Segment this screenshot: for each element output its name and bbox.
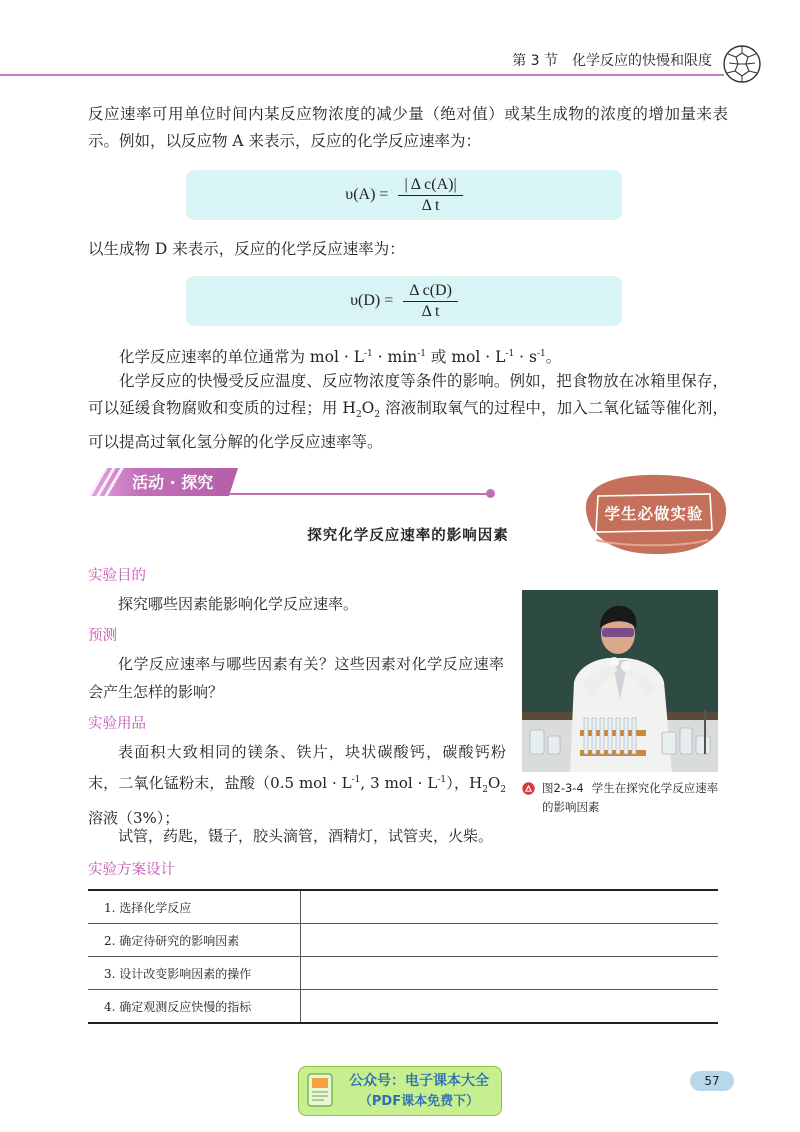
lab-student-photo bbox=[522, 590, 718, 772]
design-heading: 实验方案设计 bbox=[88, 862, 175, 878]
header-rule bbox=[0, 74, 724, 76]
product-paragraph: 以生成物 D 来表示，反应的化学反应速率为： bbox=[88, 240, 405, 258]
figure-caption-text: 学生在探究化学反应速率的影响因素 bbox=[542, 781, 719, 814]
unit-text: 。 bbox=[545, 348, 562, 367]
materials-part: , 3 mol · L bbox=[360, 774, 438, 792]
subscript: 2 bbox=[374, 410, 381, 421]
materials-exponent: -1 bbox=[351, 775, 361, 785]
formula-box-d bbox=[186, 276, 622, 326]
activity-title: 探究化学反应速率的影响因素 bbox=[307, 527, 509, 544]
factor-text: 化学反应的快慢受反应温度、反应物浓度等条件的影响。例如，把食物放在冰箱里保存，可以延缓食物腐败和变质的过程；用 H bbox=[88, 372, 728, 417]
formula-box-a bbox=[186, 170, 622, 220]
figure-triangle-icon bbox=[522, 782, 535, 795]
table-row bbox=[88, 890, 718, 924]
banner-rule bbox=[228, 493, 490, 495]
unit-paragraph bbox=[88, 341, 728, 371]
formula-a-denominator: Δ t bbox=[421, 196, 440, 214]
subscript: 2 bbox=[500, 785, 506, 795]
intro-paragraph: 反应速率可用单位时间内某反应物浓度的减少量（绝对值）或某生成物的浓度的增加量来表示。例如，以反应物 A 来表示，反应的化学反应速率为： bbox=[88, 105, 728, 150]
materials-part: 表面积大致相同的镁条、铁片，块状碳酸钙，碳酸钙粉末，二氧化锰粉末，盐酸（0.5 mol · L bbox=[88, 743, 506, 792]
section-title: 化学反应的快慢和限度 bbox=[572, 53, 712, 69]
banner-dot bbox=[486, 489, 495, 498]
unit-text: · min bbox=[372, 348, 418, 367]
subscript: 2 bbox=[482, 785, 488, 795]
experiment-design-table bbox=[88, 889, 718, 1024]
materials-part: ），H bbox=[446, 774, 483, 792]
unit-text: 或 mol · L bbox=[425, 348, 506, 367]
materials-part: O bbox=[487, 774, 501, 792]
predict-text: 化学反应速率与哪些因素有关？这些因素对化学反应速率会产生怎样的影响？ bbox=[88, 655, 504, 701]
table-cell-value bbox=[301, 924, 719, 957]
table-cell-value bbox=[301, 890, 719, 924]
textbook-icon bbox=[306, 1072, 334, 1108]
page-number: 57 bbox=[690, 1071, 734, 1091]
purpose-text: 探究哪些因素能影响化学反应速率。 bbox=[118, 595, 359, 613]
materials-exponent: -1 bbox=[437, 775, 447, 785]
factor-paragraph bbox=[88, 368, 728, 456]
unit-exponent: -1 bbox=[536, 349, 546, 359]
materials-heading: 实验用品 bbox=[88, 716, 146, 732]
figure-caption bbox=[542, 779, 722, 817]
predict-heading: 预测 bbox=[88, 628, 117, 644]
tools-text: 试管，药匙，镊子，胶头滴管，酒精灯，试管夹，火柴。 bbox=[118, 827, 494, 845]
materials-part: 溶液（3%）； bbox=[88, 809, 180, 827]
running-header bbox=[512, 50, 712, 70]
table-row bbox=[88, 990, 718, 1024]
unit-exponent: -1 bbox=[505, 349, 515, 359]
purpose-heading: 实验目的 bbox=[88, 568, 146, 584]
formula-a-lhs: υ(A) = bbox=[345, 186, 389, 203]
activity-banner-label: 活动 · 探究 bbox=[132, 473, 214, 492]
subscript: 2 bbox=[355, 410, 362, 421]
unit-exponent: -1 bbox=[417, 349, 426, 359]
formula-a-fraction bbox=[398, 176, 462, 215]
formula-d-lhs: υ(D) = bbox=[350, 292, 394, 309]
formula-d-denominator: Δ t bbox=[421, 302, 440, 320]
table-row bbox=[88, 957, 718, 990]
unit-text: 化学反应速率的单位通常为 mol · L bbox=[119, 348, 364, 367]
table-cell-label: 2. 确定待研究的影响因素 bbox=[88, 924, 301, 957]
watermark-line2: （PDF课本免费下） bbox=[358, 1094, 480, 1109]
table-row bbox=[88, 924, 718, 957]
factor-text: 溶液制取氧气的过程中，加入二氧化锰等催化剂，可以提高过氧化氢分解的化学反应速率等。 bbox=[88, 399, 728, 452]
table-cell-label: 1. 选择化学反应 bbox=[88, 890, 301, 924]
formula-d-numerator: Δ c(D) bbox=[403, 282, 458, 302]
watermark-line1: 公众号：电子课本大全 bbox=[349, 1073, 489, 1089]
section-number: 第 3 节 bbox=[512, 53, 558, 69]
table-cell-label: 4. 确定观测反应快慢的指标 bbox=[88, 990, 301, 1024]
unit-text: · s bbox=[514, 348, 537, 367]
figure-number: 图2-3-4 bbox=[542, 781, 584, 795]
formula-a-numerator: | Δ c(A)| bbox=[398, 176, 462, 196]
fullerene-icon bbox=[722, 44, 762, 84]
unit-exponent: -1 bbox=[364, 349, 373, 359]
materials-text bbox=[88, 738, 506, 832]
stamp-label: 学生必做实验 bbox=[604, 505, 704, 523]
factor-text: O bbox=[361, 399, 375, 417]
table-cell-value bbox=[301, 990, 719, 1024]
table-cell-value bbox=[301, 957, 719, 990]
formula-d-fraction bbox=[403, 282, 458, 321]
table-cell-label: 3. 设计改变影响因素的操作 bbox=[88, 957, 301, 990]
